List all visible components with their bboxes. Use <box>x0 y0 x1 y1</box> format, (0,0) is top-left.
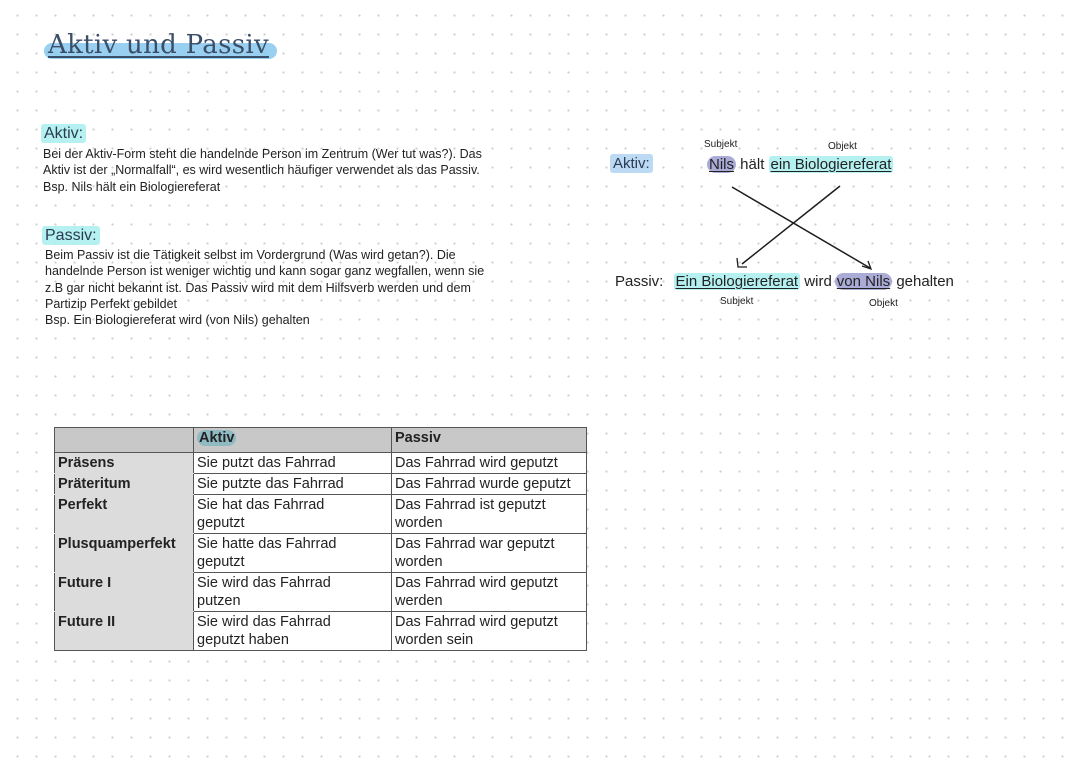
diagram-aktiv-objekt-label: Objekt <box>828 141 857 152</box>
diagram-cross-arrows <box>720 180 900 280</box>
aktiv-cell-line: Sie hatte das Fahrrad <box>197 536 337 552</box>
passiv-cell-line: Das Fahrrad wird geputzt <box>395 614 558 630</box>
aktiv-line: Bei der Aktiv-Form steht die handelnde Person im Zentrum (Wer tut was?). Das <box>43 147 482 161</box>
table-header-empty <box>55 428 194 453</box>
aktiv-cell-line: Sie putzt das Fahrrad <box>197 455 336 471</box>
table-header-passiv: Passiv <box>392 428 587 453</box>
aktiv-cell-line: Sie wird das Fahrrad <box>197 614 331 630</box>
passiv-subject: Ein Biologiereferat <box>675 273 799 290</box>
table-row <box>55 453 587 474</box>
table-row <box>55 534 587 573</box>
aktiv-paragraph <box>43 146 563 195</box>
passiv-heading <box>42 227 100 245</box>
tense-cell: Perfekt <box>55 495 194 534</box>
diagram-passiv-subjekt-label: Subjekt <box>720 296 754 307</box>
passiv-cell-line: worden <box>395 515 443 531</box>
table-header-row <box>55 428 587 453</box>
tense-cell: Präteritum <box>55 474 194 495</box>
passiv-line: handelnde Person ist weniger wichtig und kann sogar ganz wegfallen, wenn sie <box>45 264 485 279</box>
tense-cell: Future I <box>55 573 194 612</box>
passiv-example: Bsp. Ein Biologiereferat wird (von Nils) gehalten <box>45 313 310 328</box>
diagram-passiv-label: Passiv: <box>615 273 664 290</box>
aktiv-cell <box>194 453 392 474</box>
passiv-cell-line: worden <box>395 554 443 570</box>
aktiv-cell <box>194 573 392 612</box>
passiv-cell-line: Das Fahrrad war geputzt <box>395 536 555 552</box>
aktiv-cell-line: Sie putzte das Fahrrad <box>197 476 344 492</box>
table-row <box>55 495 587 534</box>
aktiv-cell-line: Sie hat das Fahrrad <box>197 497 325 513</box>
passiv-cell-line: worden sein <box>395 632 474 648</box>
aktiv-cell-line: geputzt <box>197 515 245 531</box>
aktiv-example: Bsp. Nils hält ein Biologiereferat <box>43 179 221 194</box>
passiv-line: Partizip Perfekt gebildet <box>45 296 178 311</box>
table-header-aktiv <box>194 428 392 453</box>
table-row <box>55 474 587 495</box>
aktiv-cell-line: putzen <box>197 593 241 609</box>
passiv-paragraph <box>45 247 565 328</box>
tense-cell: Präsens <box>55 453 194 474</box>
arrowhead-left <box>737 258 747 267</box>
page-title <box>48 30 269 60</box>
passiv-cell <box>392 474 587 495</box>
passiv-cell-line: Das Fahrrad wird geputzt <box>395 455 558 471</box>
passiv-agent: von Nils <box>836 273 891 290</box>
aktiv-cell <box>194 534 392 573</box>
diagram-passiv-sentence <box>615 273 954 290</box>
diagram-aktiv-subjekt-label: Subjekt <box>704 139 738 150</box>
tense-cell: Plusquamperfekt <box>55 534 194 573</box>
diagram-aktiv-sentence <box>707 156 893 173</box>
passiv-cell-line: Das Fahrrad wurde geputzt <box>395 476 571 492</box>
passiv-line: z.B gar nicht bekannt ist. Das Passiv wird mit dem Hilfsverb werden und dem <box>45 280 471 295</box>
diagram-aktiv-label <box>610 155 653 173</box>
passiv-cell-line: Das Fahrrad wird geputzt <box>395 575 558 591</box>
passiv-participle: gehalten <box>896 273 954 290</box>
aktiv-verb: hält <box>740 156 765 173</box>
passiv-cell <box>392 573 587 612</box>
tense-table <box>54 427 587 651</box>
aktiv-cell <box>194 612 392 651</box>
passiv-cell-line: Das Fahrrad ist geputzt <box>395 497 546 513</box>
passiv-cell <box>392 453 587 474</box>
table-header-aktiv-label: Aktiv <box>199 430 235 446</box>
aktiv-cell-line: geputzt <box>197 554 245 570</box>
aktiv-cell-line: Sie wird das Fahrrad <box>197 575 331 591</box>
passiv-cell <box>392 534 587 573</box>
passiv-line: Beim Passiv ist die Tätigkeit selbst im Vordergrund (Was wird getan?). Die <box>45 248 456 262</box>
passiv-cell <box>392 495 587 534</box>
aktiv-cell <box>194 495 392 534</box>
aktiv-subject: Nils <box>709 156 734 173</box>
passiv-cell-line: werden <box>395 593 443 609</box>
passiv-cell <box>392 612 587 651</box>
tense-cell: Future II <box>55 612 194 651</box>
table-row <box>55 573 587 612</box>
aktiv-object: ein Biologiereferat <box>770 156 892 173</box>
aktiv-heading <box>41 125 86 143</box>
aktiv-cell <box>194 474 392 495</box>
table-row <box>55 612 587 651</box>
aktiv-cell-line: geputzt haben <box>197 632 289 648</box>
diagram-aktiv-label-text: Aktiv: <box>610 154 653 173</box>
diagram-passiv-objekt-label: Objekt <box>869 298 898 309</box>
passiv-heading-label: Passiv: <box>42 226 100 245</box>
passiv-verb: wird <box>804 273 832 290</box>
aktiv-line: Aktiv ist der „Normalfall“, es wird wesentlich häufiger verwendet als das Passiv. <box>43 163 480 178</box>
arrow-object-to-subject <box>742 186 840 264</box>
aktiv-heading-label: Aktiv: <box>41 124 86 143</box>
page-title-text: Aktiv und Passiv <box>48 30 269 60</box>
